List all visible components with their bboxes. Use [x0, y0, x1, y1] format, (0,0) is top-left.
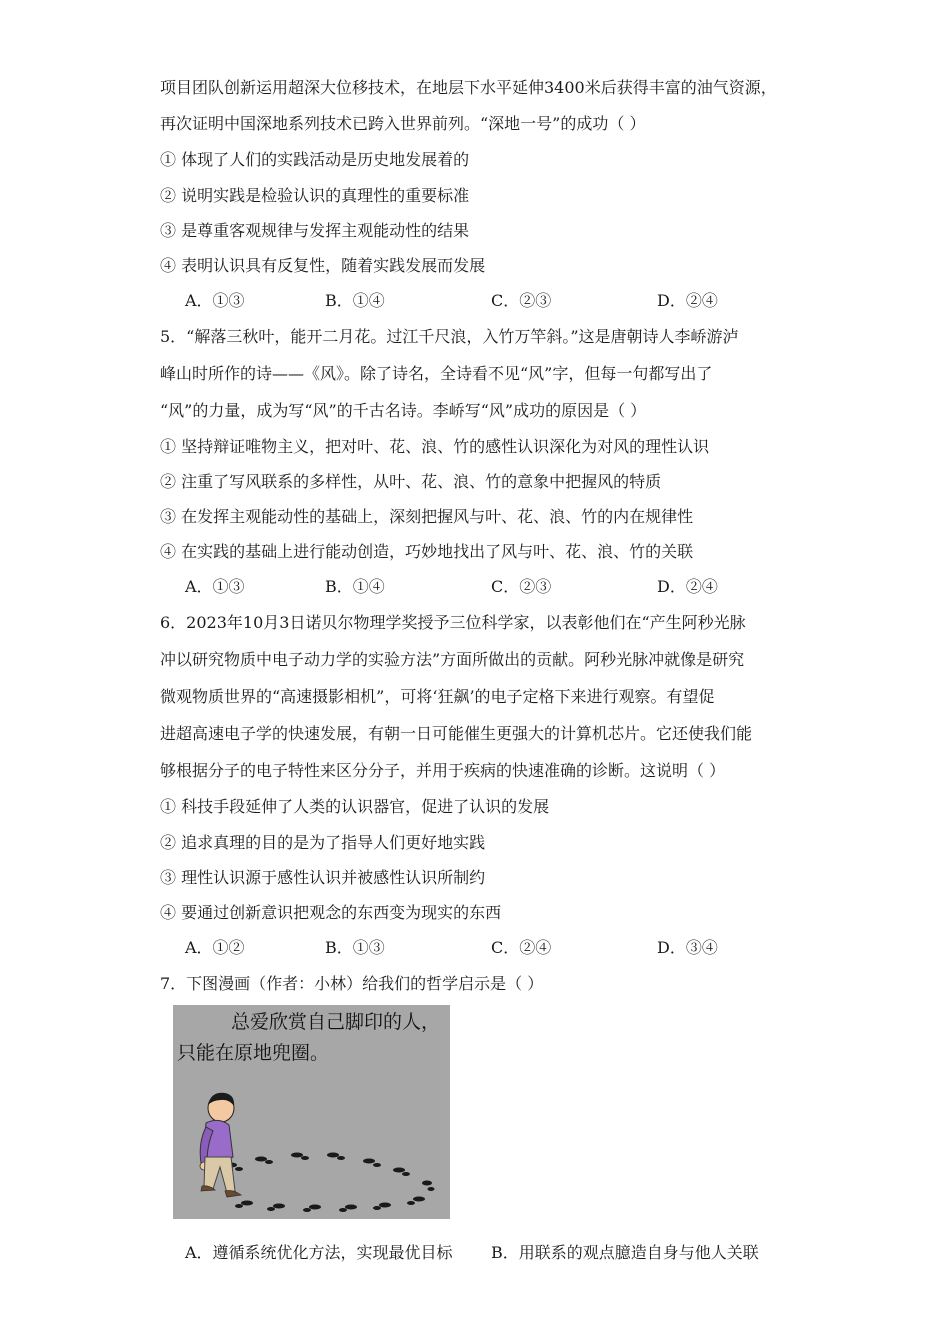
- q5-option-c[interactable]: C．②③: [491, 577, 552, 596]
- q5-statement-2: ② 注重了写风联系的多样性，从叶、花、浪、竹的意象中把握风的特质: [160, 472, 662, 491]
- q4-stem-line-1: 项目团队创新运用超深大位移技术，在地层下水平延伸3400米后获得丰富的油气资源，: [160, 78, 777, 97]
- q5-stem-line-3: “风”的力量，成为写“风”的千古名诗。李峤写“风”成功的原因是（ ）: [160, 401, 647, 420]
- person-figure: [200, 1093, 241, 1197]
- cartoon-caption-line-1: 总爱欣赏自己脚印的人，: [231, 1011, 441, 1033]
- q6-stem-line-2: 冲以研究物质中电子动力学的实验方法”方面所做出的贡献。阿秒光脉冲就像是研究: [160, 650, 745, 669]
- q5-stem-line-2: 峰山时所作的诗——《风》。除了诗名，全诗看不见“风”字，但每一句都写出了: [160, 364, 713, 383]
- q4-option-d[interactable]: D．②④: [657, 291, 718, 310]
- q4-stem-line-2: 再次证明中国深地系列技术已跨入世界前列。“深地一号”的成功（ ）: [160, 114, 646, 133]
- q4-statement-1: ① 体现了人们的实践活动是历史地发展着的: [160, 150, 470, 169]
- q7-option-b[interactable]: B．用联系的观点臆造自身与他人关联: [491, 1243, 759, 1262]
- cartoon-caption-line-2: 只能在原地兜圈。: [177, 1042, 330, 1064]
- q4-statement-4: ④ 表明认识具有反复性，随着实践发展而发展: [160, 256, 486, 275]
- q4-statement-2: ② 说明实践是检验认识的真理性的重要标准: [160, 186, 470, 205]
- q4-statement-3: ③ 是尊重客观规律与发挥主观能动性的结果: [160, 221, 470, 240]
- q4-option-a[interactable]: A．①③: [185, 291, 245, 310]
- q6-stem-line-1: 6．2023年10月3日诺贝尔物理学奖授予三位科学家，以表彰他们在“产生阿秒光脉: [160, 613, 746, 632]
- footprints: [225, 1153, 435, 1213]
- q6-stem-line-5: 够根据分子的电子特性来区分分子，并用于疾病的快速准确的诊断。这说明（ ）: [160, 761, 726, 780]
- q6-statement-3: ③ 理性认识源于感性认识并被感性认识所制约: [160, 868, 486, 887]
- q5-statement-3: ③ 在发挥主观能动性的基础上，深刻把握风与叶、花、浪、竹的内在规律性: [160, 507, 694, 526]
- q4-option-b[interactable]: B．①④: [325, 291, 385, 310]
- q7-stem: 7．下图漫画（作者：小林）给我们的哲学启示是（ ）: [160, 974, 544, 993]
- q5-statement-1: ① 坚持辩证唯物主义，把对叶、花、浪、竹的感性认识深化为对风的理性认识: [160, 437, 710, 456]
- q5-option-b[interactable]: B．①④: [325, 577, 385, 596]
- q5-option-d[interactable]: D．②④: [657, 577, 718, 596]
- q5-statement-4: ④ 在实践的基础上进行能动创造，巧妙地找出了风与叶、花、浪、竹的关联: [160, 542, 694, 561]
- q5-stem-line-1: 5．“解落三秋叶，能开二月花。过江千尺浪，入竹万竿斜。”这是唐朝诗人李峤游泸: [160, 327, 739, 346]
- q7-option-a[interactable]: A．遵循系统优化方法，实现最优目标: [185, 1243, 453, 1262]
- q6-option-d[interactable]: D．③④: [657, 938, 718, 957]
- q5-option-a[interactable]: A．①③: [185, 577, 245, 596]
- q4-option-c[interactable]: C．②③: [491, 291, 552, 310]
- q6-stem-line-3: 微观物质世界的“高速摄影相机”，可将‘狂飙’的电子定格下来进行观察。有望促: [160, 687, 715, 706]
- q6-option-c[interactable]: C．②④: [491, 938, 552, 957]
- q6-stem-line-4: 进超高速电子学的快速发展，有朝一日可能催生更强大的计算机芯片。它还使我们能: [160, 724, 753, 743]
- q6-statement-4: ④ 要通过创新意识把观念的东西变为现实的东西: [160, 903, 502, 922]
- q6-option-b[interactable]: B．①③: [325, 938, 385, 957]
- q6-statement-1: ① 科技手段延伸了人类的认识器官，促进了认识的发展: [160, 797, 550, 816]
- q6-statement-2: ② 追求真理的目的是为了指导人们更好地实践: [160, 833, 486, 852]
- q7-cartoon-image: [173, 1005, 450, 1219]
- q6-option-a[interactable]: A．①②: [185, 938, 245, 957]
